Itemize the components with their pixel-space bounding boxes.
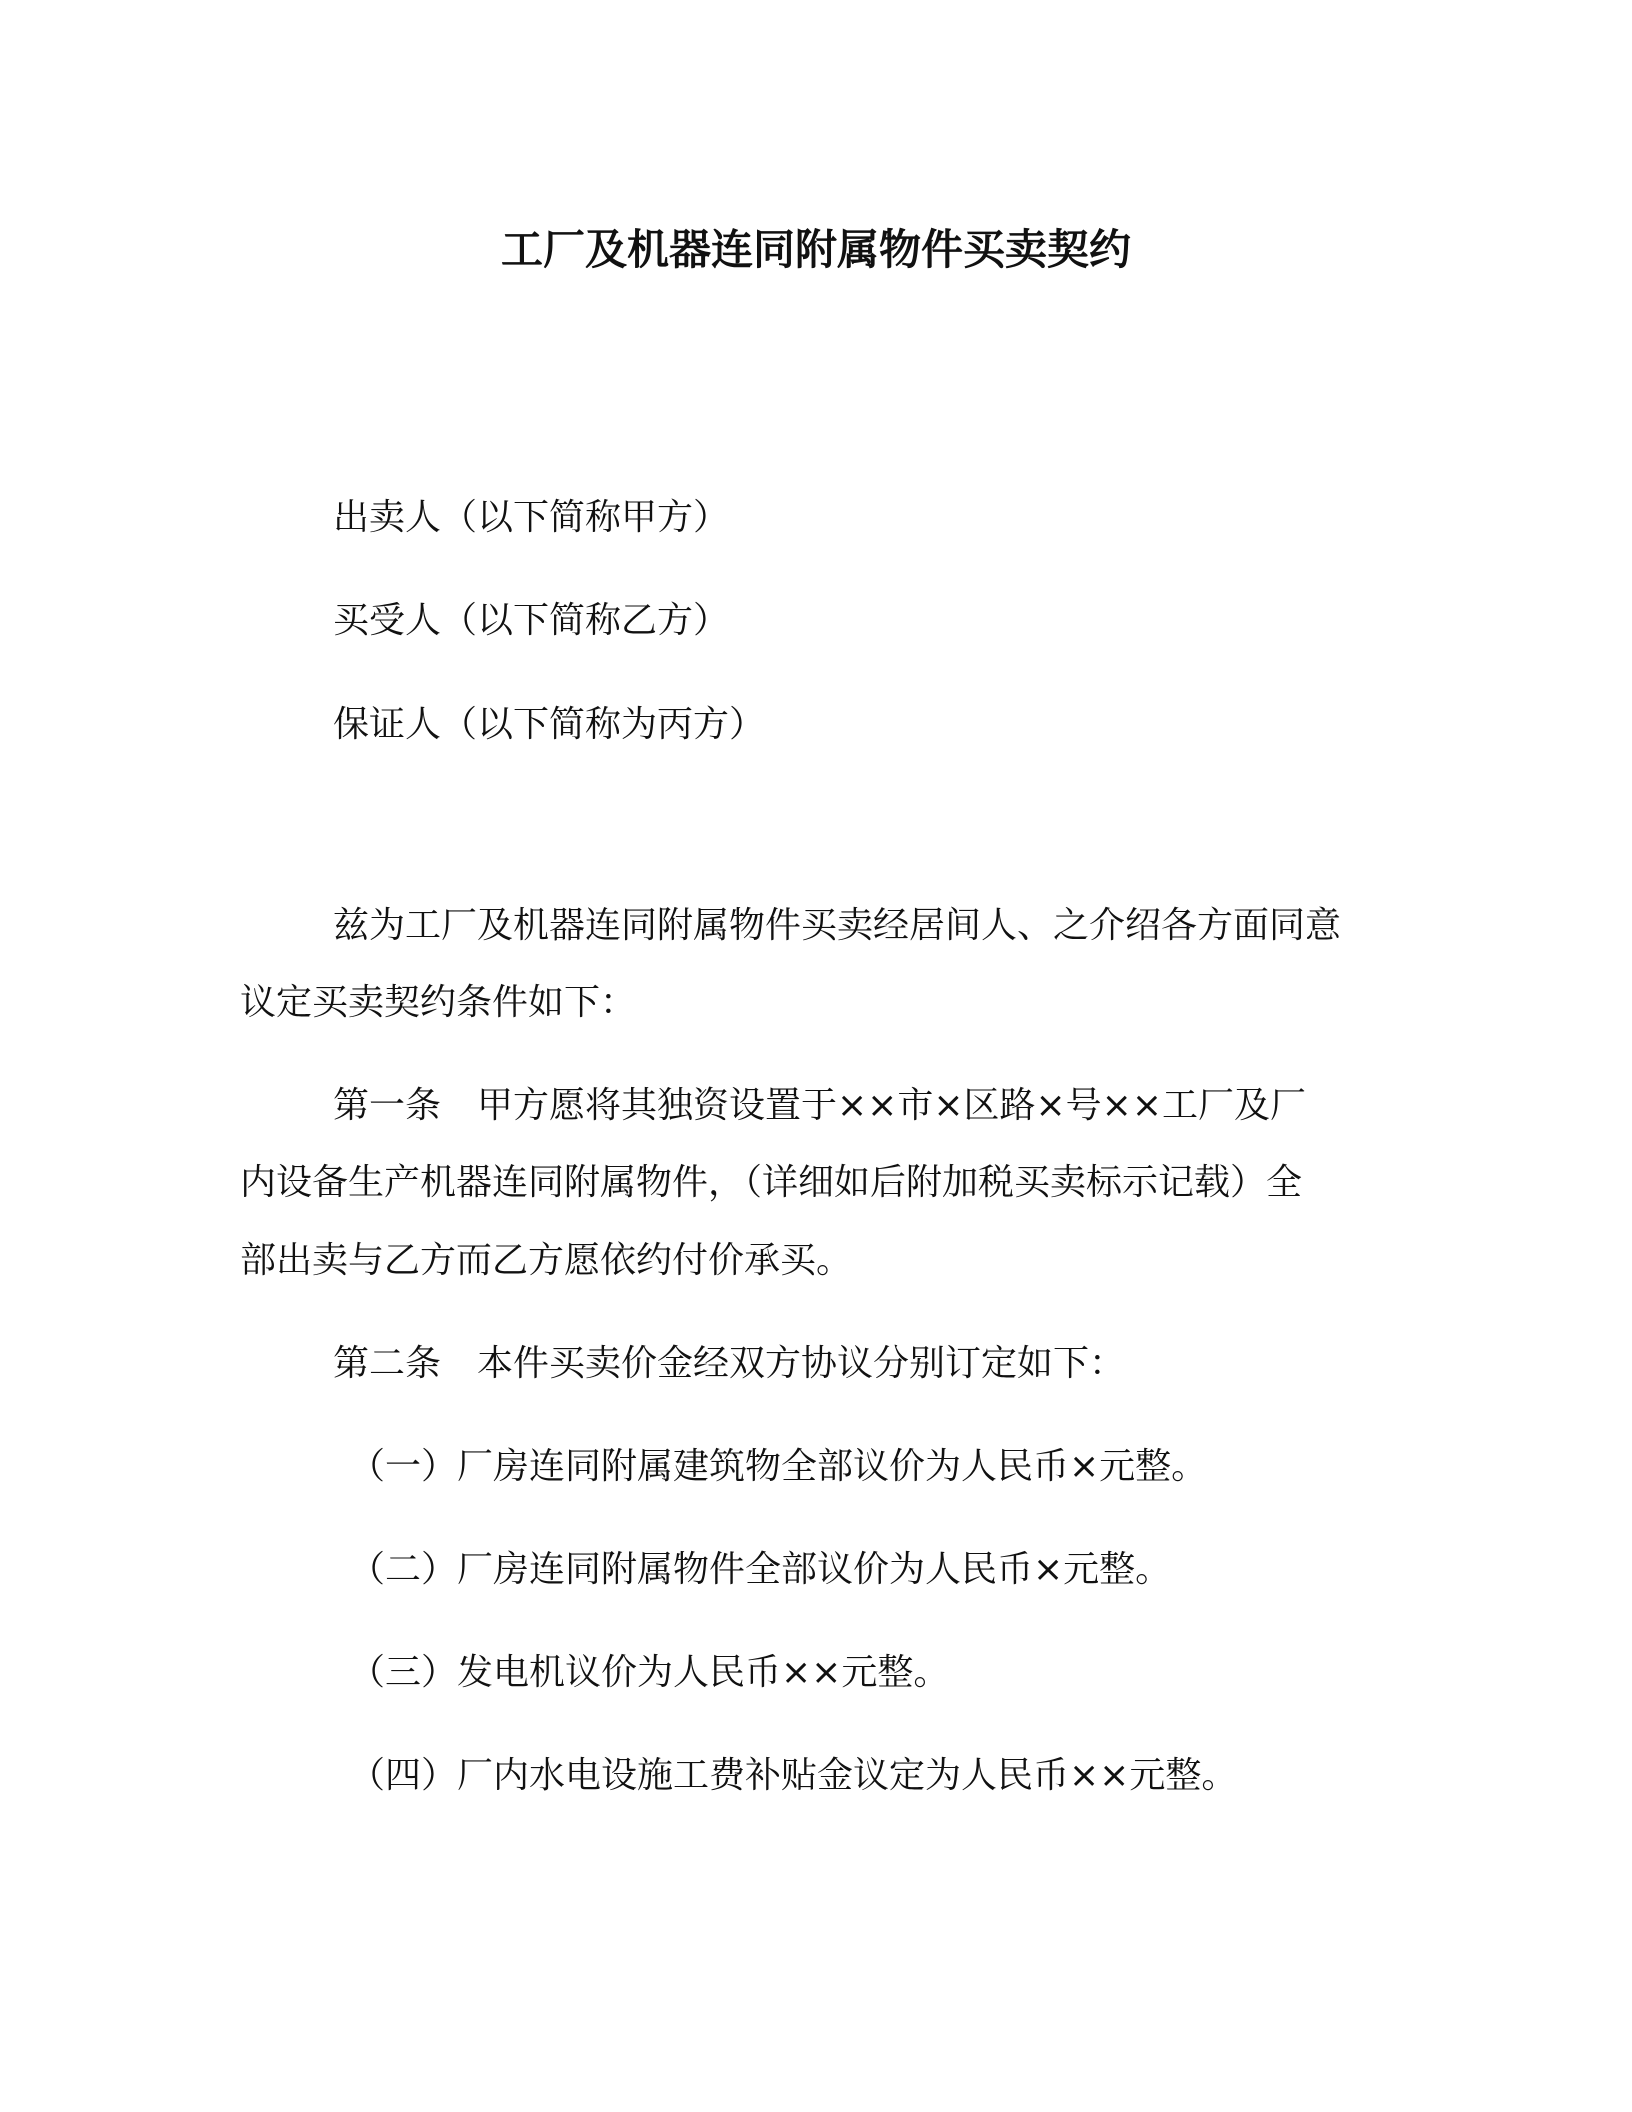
article-1-line-3: 部出卖与乙方而乙方愿依约付价承买。 — [240, 1240, 853, 1281]
article-1-line-1: 第一条 甲方愿将其独资设置于××市×区路×号××工厂及厂 — [333, 1085, 1306, 1126]
article-2-heading: 第二条 本件买卖价金经双方协议分别订定如下： — [333, 1343, 1126, 1384]
party-buyer: 买受人（以下简称乙方） — [333, 600, 730, 641]
article-2-item-1: （一）厂房连同附属建筑物全部议价为人民币×元整。 — [349, 1446, 1208, 1487]
article-1-line-2: 内设备生产机器连同附属物件，（详细如后附加税买卖标示记载）全 — [240, 1162, 1303, 1203]
article-2-item-3: （三）发电机议价为人民币××元整。 — [349, 1652, 950, 1693]
article-2-item-2: （二）厂房连同附属物件全部议价为人民币×元整。 — [349, 1549, 1172, 1590]
article-2-item-4: （四）厂内水电设施工费补贴金议定为人民币××元整。 — [349, 1755, 1238, 1796]
preamble-line-1: 兹为工厂及机器连同附属物件买卖经居间人、之介绍各方面同意 — [333, 905, 1342, 946]
preamble-line-2: 议定买卖契约条件如下： — [240, 982, 637, 1023]
party-seller: 出卖人（以下简称甲方） — [333, 497, 730, 538]
document-title: 工厂及机器连同附属物件买卖契约 — [500, 225, 1131, 274]
party-guarantor: 保证人（以下简称为丙方） — [333, 704, 766, 745]
